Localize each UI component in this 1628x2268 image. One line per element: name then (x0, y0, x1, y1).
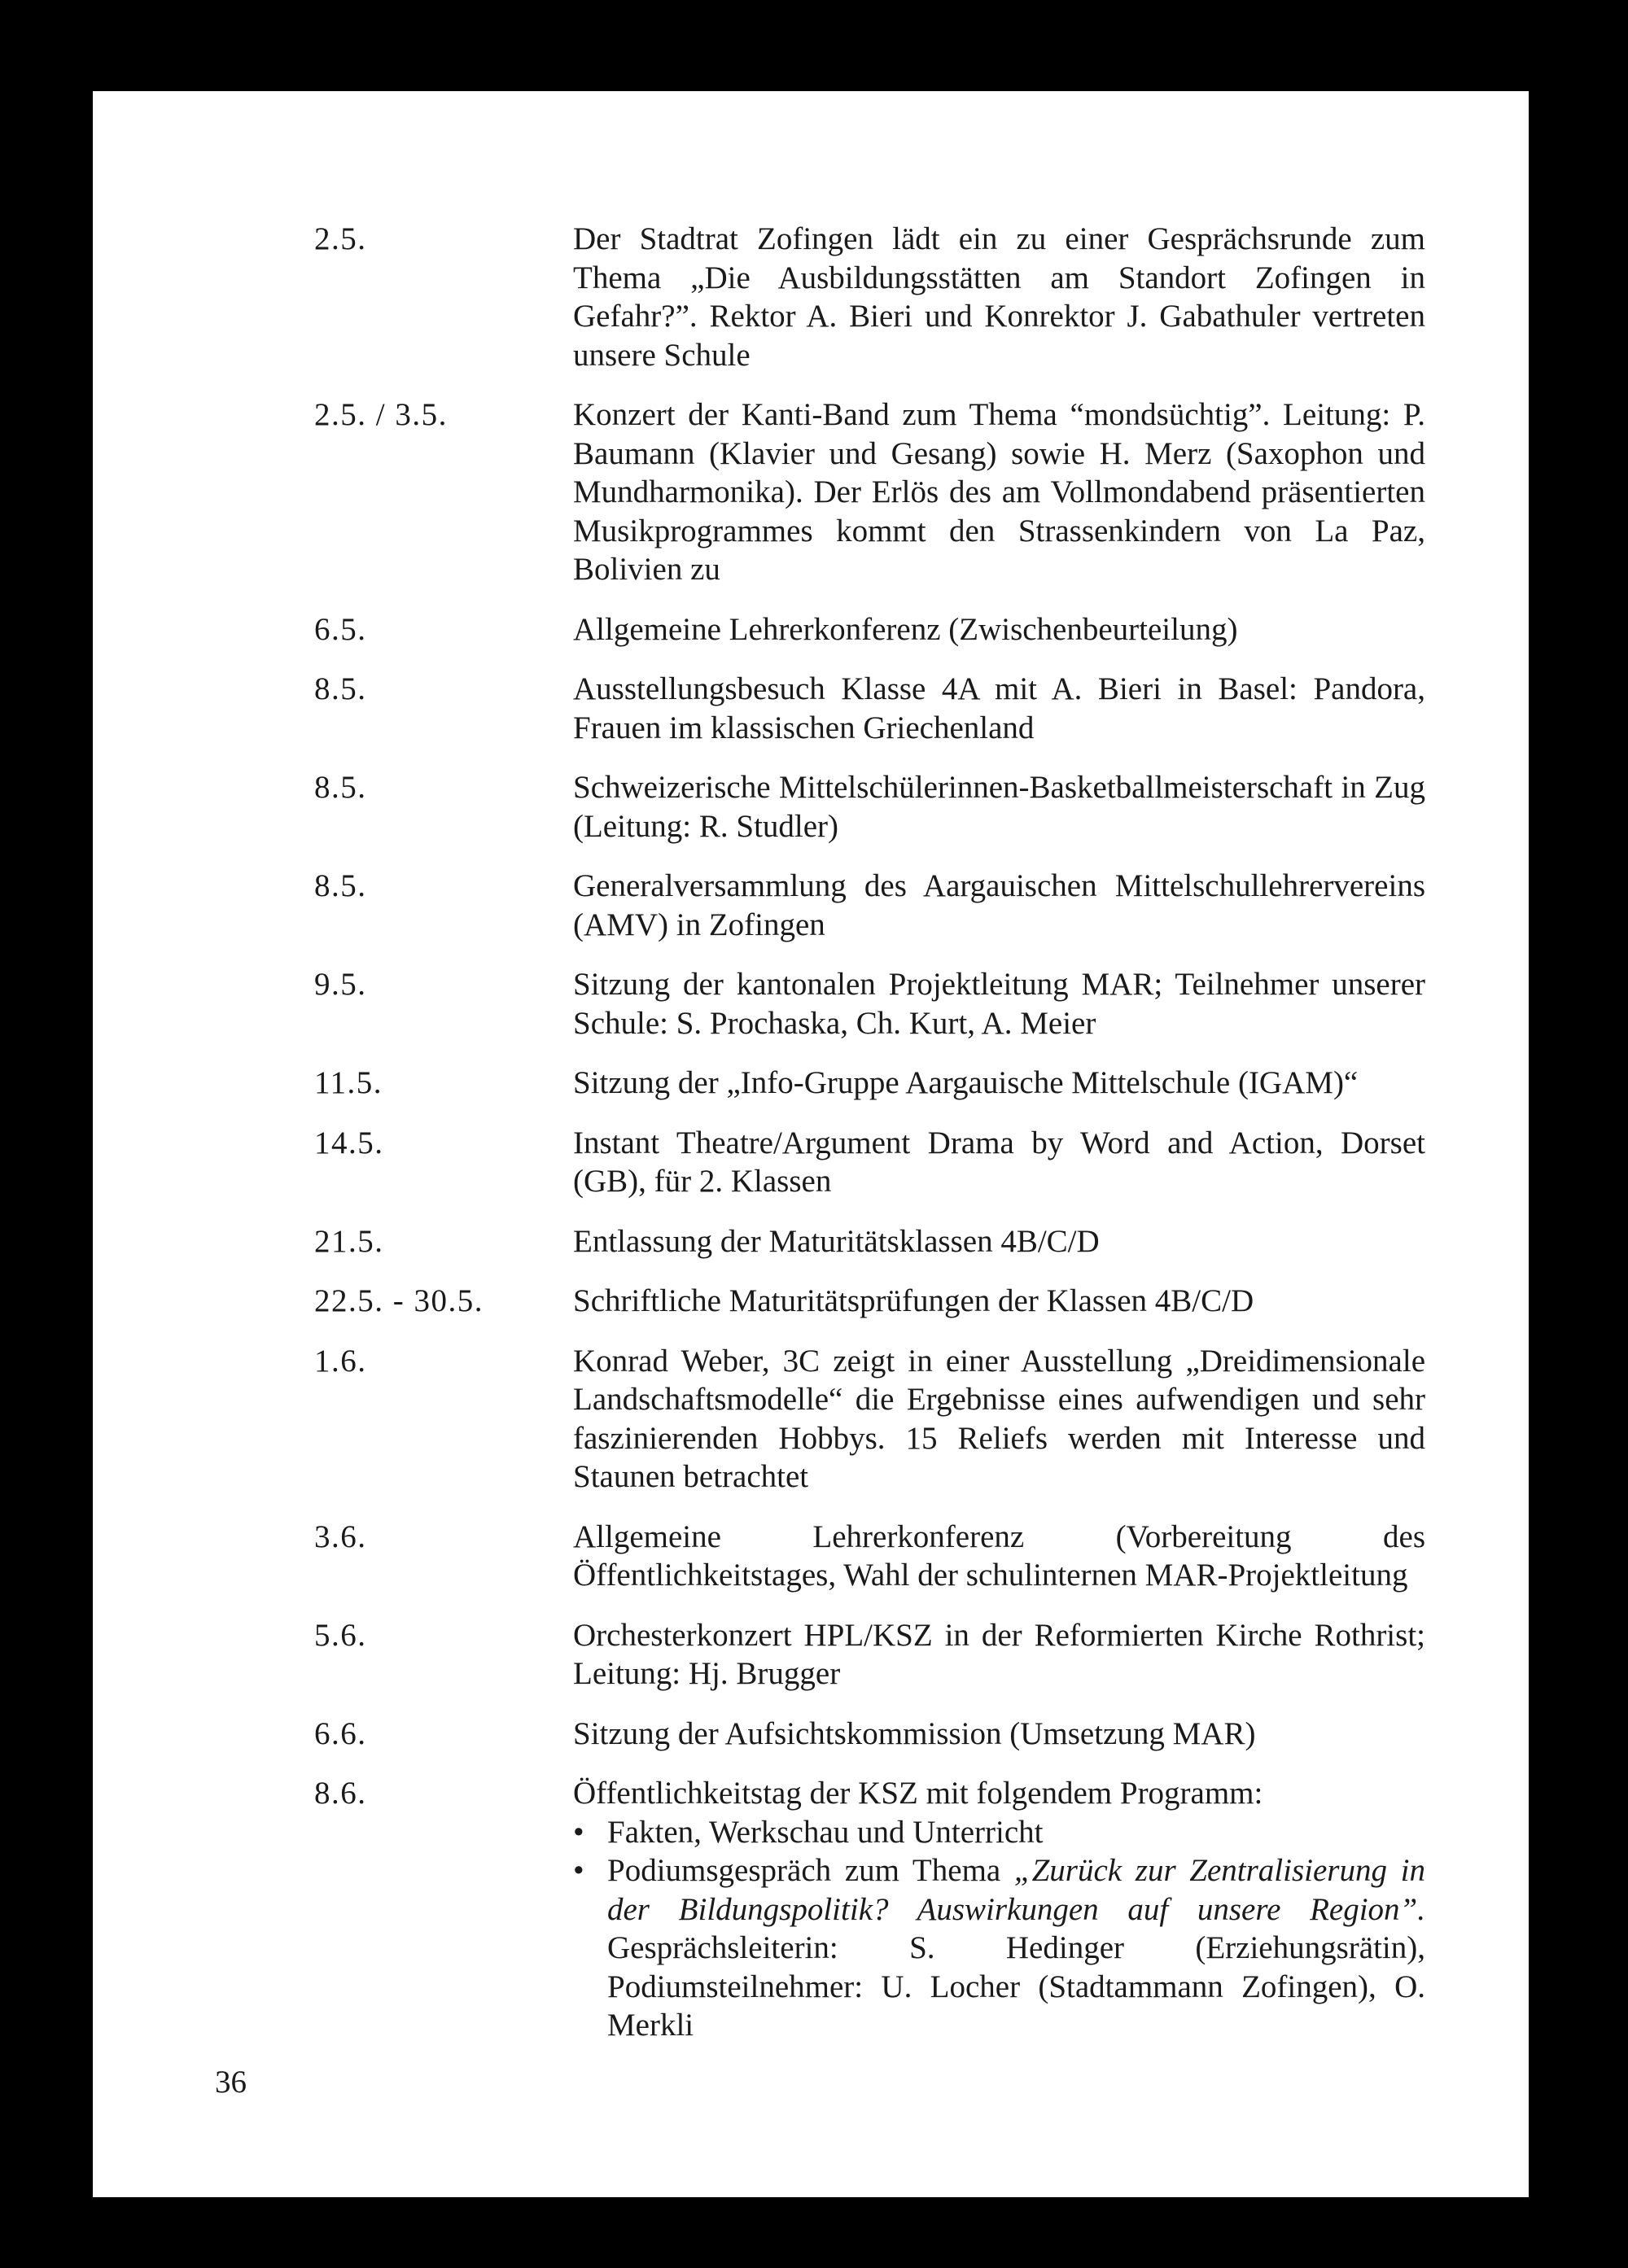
entry-text: Orchesterkonzert HPL/KSZ in der Reformierten Kirche Rothrist; Leitung: Hj. Brugger (573, 1617, 1425, 1691)
entry-text: Sitzung der Aufsichtskommission (Umsetzung MAR) (573, 1715, 1256, 1751)
entry-date: 2.5. (314, 221, 367, 256)
chronicle-entry (314, 1616, 1425, 1693)
program-item (573, 1813, 1425, 1852)
program-item-text: Fakten, Werkschau und Unterricht (607, 1814, 1044, 1850)
chronicle-entry (314, 670, 1425, 747)
entry-date: 6.6. (314, 1715, 367, 1751)
entry-text: Sitzung der kantonalen Projektleitung MAR; Teilnehmer unserer Schule: S. Prochaska, Ch. Kurt, A. Meier (573, 967, 1425, 1041)
chronicle-entry (314, 1518, 1425, 1595)
entry-text: Konzert der Kanti-Band zum Thema “mondsüchtig”. Leitung: P. Baumann (Klavier und Gesang) sowie H. Merz (Saxophon und Mundharmonika). Der Erlös des am Vollmondabend präsentierten Musikprogrammes kommt den Strassenkindern von La Paz, Bolivien zu (573, 397, 1425, 587)
program-item-details: Gesprächsleiterin: S. Hedinger (Erziehungsrätin), Podiumsteilnehmer: U. Locher (Stadtammann Zofingen), O. Merkli (607, 1930, 1425, 2043)
chronicle-entry (314, 867, 1425, 944)
entry-date: 8.5. (314, 671, 367, 706)
entry-text: Schriftliche Maturitätsprüfungen der Klassen 4B/C/D (573, 1283, 1254, 1318)
chronicle-entry (314, 768, 1425, 846)
entry-date: 6.5. (314, 611, 367, 647)
entry-text (573, 1774, 1425, 2045)
entry-text: Entlassung der Maturitätsklassen 4B/C/D (573, 1223, 1100, 1259)
chronicle-entry (314, 1715, 1425, 1754)
chronicle-entry (314, 1124, 1425, 1201)
entry-date: 3.6. (314, 1519, 367, 1554)
chronicle-list (314, 220, 1425, 2066)
program-intro: Öffentlichkeitstag der KSZ mit folgendem Programm: (573, 1776, 1263, 1811)
chronicle-entry (314, 220, 1425, 374)
chronicle-entry (314, 1342, 1425, 1497)
entry-date: 1.6. (314, 1343, 367, 1379)
program-list (573, 1813, 1425, 2045)
page-number: 36 (215, 2065, 247, 2100)
entry-date: 14.5. (314, 1125, 384, 1160)
chronicle-entry-program (314, 1774, 1425, 2045)
entry-text: Der Stadtrat Zofingen lädt ein zu einer Gesprächsrunde zum Thema „Die Ausbildungsstätten am Standort Zofingen in Gefahr?”. Rektor A. Bieri und Konrektor J. Gabathuler vertreten unsere Schule (573, 221, 1425, 373)
entry-date: 22.5. - 30.5. (314, 1283, 484, 1318)
bullet-icon: • (573, 1814, 584, 1850)
entry-text: Allgemeine Lehrerkonferenz (Vorbereitung des Öffentlichkeitstages, Wahl der schulinternen MAR-Projektleitung (573, 1519, 1425, 1593)
entry-date: 8.5. (314, 770, 367, 805)
entry-text: Sitzung der „Info-Gruppe Aargauische Mittelschule (IGAM)“ (573, 1065, 1359, 1100)
document-page (93, 91, 1529, 2197)
program-item-text: Podiumsgespräch zum Thema (607, 1853, 1014, 1888)
chronicle-entry (314, 1282, 1425, 1321)
entry-text: Konrad Weber, 3C zeigt in einer Ausstellung „Dreidimensionale Landschaftsmodelle“ die Ergebnisse eines aufwendigen und sehr faszinierenden Hobbys. 15 Reliefs werden mit Interesse und Staunen betrachtet (573, 1343, 1425, 1494)
entry-date: 21.5. (314, 1223, 384, 1259)
bullet-icon: • (573, 1853, 584, 1888)
entry-text: Schweizerische Mittelschülerinnen-Basketballmeisterschaft in Zug (Leitung: R. Studler) (573, 770, 1425, 844)
program-item (573, 1851, 1425, 2045)
program-item-topic: „Zurück zur Zentralisierung in der Bildungspolitik? Auswirkungen auf unsere Region”. (607, 1853, 1425, 1927)
entry-date: 8.5. (314, 868, 367, 903)
entry-text: Instant Theatre/Argument Drama by Word and Action, Dorset (GB), für 2. Klassen (573, 1125, 1425, 1199)
entry-date: 8.6. (314, 1776, 367, 1811)
chronicle-entry (314, 1064, 1425, 1103)
entry-date: 5.6. (314, 1617, 367, 1653)
chronicle-entry (314, 1222, 1425, 1261)
entry-date: 9.5. (314, 967, 367, 1002)
entry-text: Generalversammlung des Aargauischen Mittelschullehrervereins (AMV) in Zofingen (573, 868, 1425, 942)
chronicle-entry (314, 965, 1425, 1042)
chronicle-entry (314, 610, 1425, 649)
entry-date: 2.5. / 3.5. (314, 397, 448, 432)
entry-date: 11.5. (314, 1065, 383, 1100)
chronicle-entry (314, 395, 1425, 589)
entry-text: Ausstellungsbesuch Klasse 4A mit A. Bieri in Basel: Pandora, Frauen im klassischen Griechenland (573, 671, 1425, 745)
entry-text: Allgemeine Lehrerkonferenz (Zwischenbeurteilung) (573, 611, 1238, 647)
